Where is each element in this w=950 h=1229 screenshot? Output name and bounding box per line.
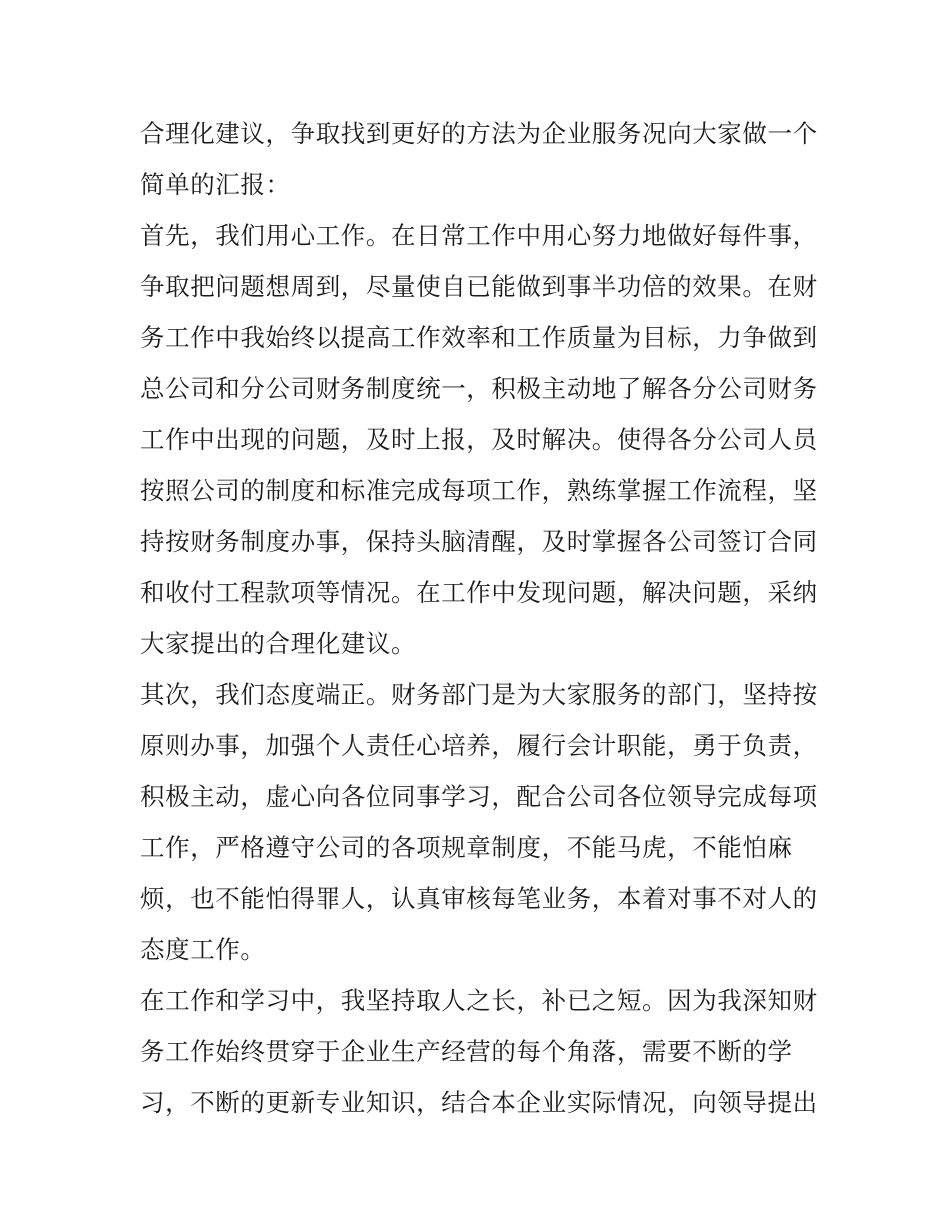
text-line: 和收付工程款项等情况。在工作中发现问题，解决问题，采纳 [140,578,818,607]
text-line: 工作，严格遵守公司的各项规章制度，不能马虎，不能怕麻 [140,833,793,862]
text-line: 争取把问题想周到，尽量使自已能做到事半功倍的效果。在财 [140,272,818,301]
text-line: 持按财务制度办事，保持头脑清醒，及时掌握各公司签订合同 [140,527,818,556]
text-line: 总公司和分公司财务制度统一，积极主动地了解各分公司财务 [140,374,818,403]
text-line: 积极主动，虚心向各位同事学习，配合公司各位领导完成每项 [140,782,818,811]
text-line: 简单的汇报： [140,170,291,199]
text-line: 合理化建议，争取找到更好的方法为企业服务况向大家做一个 [140,119,818,148]
text-line: 工作中出现的问题，及时上报，及时解决。使得各分公司人员 [140,425,818,454]
text-line: 务工作始终贯穿于企业生产经营的每个角落，需要不断的学 [140,1037,793,1066]
text-line: 首先，我们用心工作。在日常工作中用心努力地做好每件事， [140,221,818,250]
text-line: 烦，也不能怕得罪人，认真审核每笔业务，本着对事不对人的 [140,884,818,913]
text-line: 在工作和学习中，我坚持取人之长，补已之短。因为我深知财 [140,986,818,1015]
text-line: 原则办事，加强个人责任心培养，履行会计职能，勇于负责， [140,731,818,760]
text-line: 务工作中我始终以提高工作效率和工作质量为目标，力争做到 [140,323,818,352]
text-line: 大家提出的合理化建议。 [140,629,417,658]
text-line: 习，不断的更新专业知识，结合本企业实际情况，向领导提出 [140,1088,818,1117]
text-line: 按照公司的制度和标准完成每项工作，熟练掌握工作流程，坚 [140,476,818,505]
document-page [140,108,816,1128]
text-line: 其次，我们态度端正。财务部门是为大家服务的部门，坚持按 [140,680,818,709]
text-line: 态度工作。 [140,935,266,964]
